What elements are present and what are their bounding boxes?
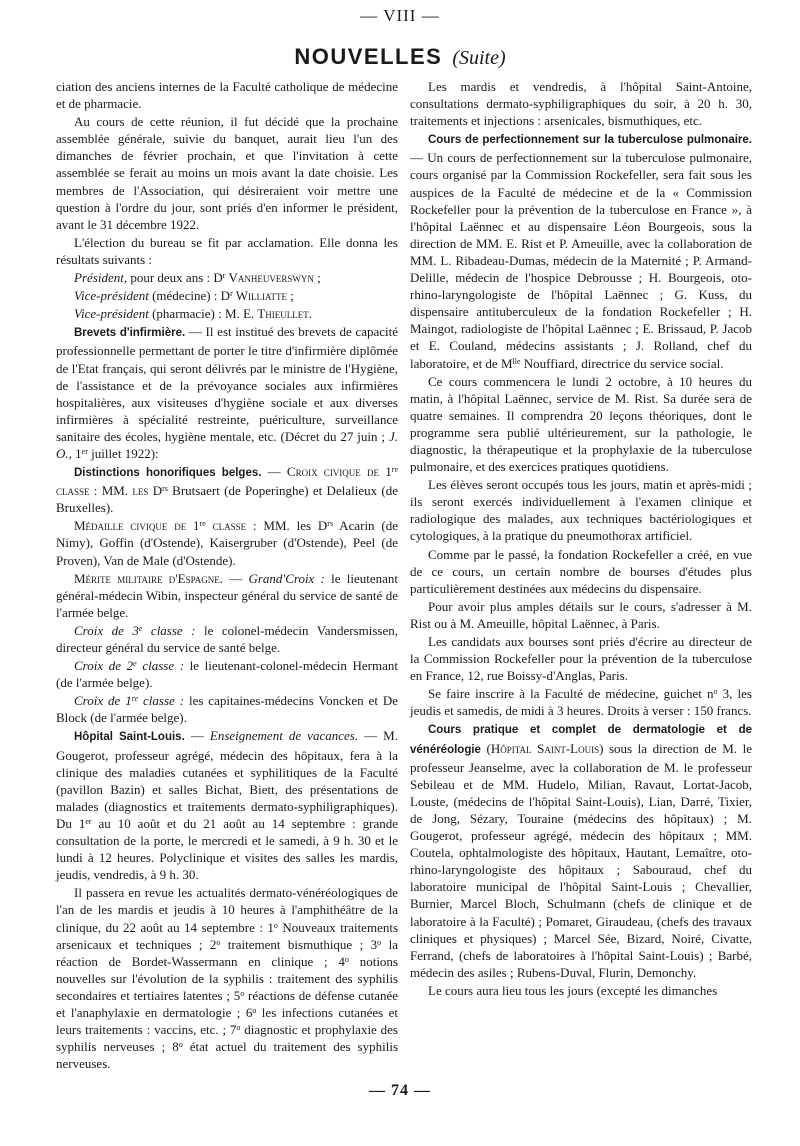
superscript: r: [230, 289, 233, 299]
paragraph-text: Nouveaux traitements arsenicaux et techniques ; 2: [56, 919, 399, 952]
paragraph-text: Il passera en revue les actualités dermato-vénéréologiques de l'an de les mardis et jeudis à 10 heures à l'amphithéâtre de la clinique, du 22 août au 14 septembre : 1: [56, 885, 398, 935]
medaille-paragraph: [56, 517, 398, 568]
paragraph-text: Mérite militaire d'Espagne.: [74, 570, 223, 586]
paragraph-text: état actuel du traitement des syphilis nerveuses.: [56, 1039, 399, 1072]
distinctions-paragraph: [56, 463, 398, 516]
paragraph-text: —: [184, 728, 210, 744]
croix2-paragraph: [56, 657, 398, 691]
superscript: er: [85, 816, 92, 826]
paragraph: Les mardis et vendredis, à l'hôpital Saint-Antoine, consultations dermato-syphiligraphiques du soir, à 20 h. 30, traitements et injections : arsenicales, bismuthiques, etc.: [410, 79, 752, 129]
paragraph-text: diagnostic et prophylaxie des syphilis nerveuses ; 8: [56, 1022, 398, 1055]
paragraph: ciation des anciens internes de la Faculté catholique de médecine et de pharmacie.: [56, 79, 398, 112]
paragraph: Comme par le passé, la fondation Rockefeller a créé, en vue de ce cours, un certain nombre de bourses d'études plus particulièrement destinées aux médecins du dispensaire.: [410, 546, 752, 596]
inscription-paragraph: [410, 685, 752, 719]
paragraph-text: Se faire inscrire à la Faculté de médecine, guichet n: [428, 686, 714, 702]
croix3-paragraph: [56, 622, 398, 656]
paragraph-text: classe :: [142, 622, 196, 638]
officer-text: (médecine) : D: [148, 288, 231, 304]
paragraph-text: Croix de 1: [74, 693, 132, 709]
superscript: o: [178, 1040, 183, 1050]
item-heading: Brevets d'infirmière.: [74, 327, 186, 340]
paragraph-text: MM. les D: [263, 518, 328, 534]
dermatologie-paragraph: [410, 720, 752, 980]
paragraph: Les candidats aux bourses sont priés d'écrire au directeur de la Commission Rockefeller pour la prévention de la tuberculose en France, 12, rue Boissy-d'Anglas, Paris.: [410, 634, 752, 684]
paragraph-text: traitement bismuthique ; 3: [220, 936, 378, 952]
paragraph-text: Acarin (de Nimy), Goffin (d'Ostende), Kaisergruber (d'Ostende), Peel (de Proven), Van de Male (d'Ostende).: [56, 518, 398, 568]
paragraph-text: ) sous la direction de M. le professeur Jeanselme, avec la collaboration de M. le professeur Sebileau et de MM. Hudelo, Milian, Ravaut, Lortat-Jacob, Louste, (médecins de l'hôpital Saint-Louis), Lian, Darré, Tixier, de Jong, Sézary, Touraine (médecins des hôpitaux) ; M. Gougerot, professeur agrégé, médecin des hôpitaux ; MM. Coutela, ophtalmologiste des hôpitaux, Hautant, Lemaître, oto-rhino-laryngologiste des hôpitaux ; Sabouraud, chef du laboratoire municipal de l'hôpital Saint-Louis ; Chevallier, Burnier, Marcel Bloch, Schulmann (chefs de clinique et de laboratoire à la Faculté) ; Pomaret, Giraudeau, (chefs des travaux cliniques et physiques) ; Marcel Sée, Bizard, Noiré, Civatte, Ferrand, (chefs de laboratoires à l'hôpital Saint-Louis) ; Barbé, médecin des asiles ; Rubens-Duval, Flurin, Demonchy.: [410, 740, 752, 980]
officer-president: [56, 269, 398, 286]
page-number: — 74 —: [369, 1082, 431, 1099]
superscript: e: [138, 623, 143, 633]
paragraph: Le cours aura lieu tous les jours (excepté les dimanches: [428, 982, 718, 998]
superscript: er: [81, 446, 88, 456]
merite-paragraph: [56, 570, 398, 621]
paragraph-text: au 10 août et du 21 août au 14 septembre : grande consultation de la porte, le mercredi et le samedi, à 9 h. 30 et le lundi à 12 heures. Polyclinique et visites des salles les mardis, jeudis, vendredis, à 9 h. 30.: [56, 815, 399, 883]
item-heading: Cours de perfectionnement sur la tuberculose pulmonaire.: [428, 134, 752, 147]
officer-role: Vice-président: [74, 306, 149, 322]
item-heading: Hôpital Saint-Louis.: [74, 731, 185, 744]
superscript: re: [391, 465, 398, 475]
superscript: e: [133, 659, 137, 669]
superscript: o: [713, 687, 718, 697]
superscript: rs: [162, 484, 168, 494]
paragraph-text: 1: [71, 445, 82, 461]
paragraph-text: —: [223, 570, 249, 586]
section-title: NOUVELLES: [294, 44, 443, 69]
paragraph: Pour avoir plus amples détails sur le cours, s'adresser à M. Rist ou à M. Ameuille, hôpital Laënnec, à Paris.: [410, 598, 752, 631]
brevets-paragraph: [56, 323, 398, 462]
paragraph-text: la réaction de Bordet-Wassermann en clinique ; 4: [56, 936, 398, 969]
paragraph-text: le lieutenant-colonel-médecin Hermant (de l'armée belge).: [56, 658, 398, 691]
item-heading: Distinctions honorifiques belges.: [74, 467, 262, 480]
superscript: rs: [327, 519, 334, 529]
officer-name: Vanheuverswyn ;: [225, 270, 321, 286]
tuberculose-paragraph: [410, 130, 752, 371]
paragraph-text: Grand'Croix :: [248, 570, 325, 586]
officer-name: E. Thieullet.: [243, 306, 312, 322]
paragraph-text: les infections cutanées et leurs traitements : vaccins, etc. ; 7: [56, 1004, 398, 1038]
superscript: re: [131, 694, 139, 704]
paragraph-text: le lieutenant général-médecin Wibin, inspecteur général du service de santé de l'armée belge.: [56, 570, 398, 620]
croix1-paragraph: [56, 692, 398, 726]
paragraph: L'élection du bureau se fit par acclamation. Elle donna les résultats suivants :: [56, 234, 398, 267]
superscript: o: [252, 1005, 257, 1015]
paragraph-text: Croix de 2: [74, 658, 134, 674]
paragraph-text: classe :: [138, 693, 185, 709]
saint-louis-paragraph: [56, 727, 398, 883]
superscript: re: [199, 519, 206, 529]
paragraph-text: juillet 1922):: [87, 445, 159, 461]
paragraph-text: Hôpital Saint-Louis: [490, 740, 600, 756]
right-column: [410, 78, 752, 999]
paragraph-text: Brutsaert (de Poperinghe) et Delalieux (de Bruxelles).: [56, 483, 398, 516]
paragraph-text: — Croix civique de 1: [261, 464, 392, 480]
officer-role: Président,: [74, 270, 128, 286]
paragraph: Les élèves seront occupés tous les jours, matin et après-midi ; ils seront exercés individuellement à l'examen clinique et radiologique des malades, aux techniques bactériologiques et cytologiques, à la pratique du pneumothorax artificiel.: [410, 477, 752, 544]
paragraph-text: — Un cours de perfectionnement sur la tuberculose pulmonaire, cours organisé par la Commission Rockefeller, sera fait sous les auspices de la Faculté de médecine et de la « Commission Rockefeller pour la prévention de la tuberculose en France », à l'hôpital Laënnec et au dispensaire Léon Bourgeois, sous la direction de MM. E. Rist et P. Ameuille, avec la collaboration de MM. L. Ribadeau-Dumas, médecin de la Maternité ; P. Armand-Delille, médecin de l'hospice Debrousse ; H. Bourgeois, oto-rhino-laryngologiste de l'hôpital Laënnec ; G. Kuss, du dispensaire antituberculeux de la fondation Rockefeller ; H. Maingot, radiologiste de l'hôpital Laënnec ; E. Brissaud, P. Jacob et E. Couland, médecins assistants ; J. Rolland, chef du laboratoire, et de M: [410, 150, 752, 371]
left-column: [56, 78, 398, 1072]
paragraph-text: classe :: [205, 518, 264, 534]
section-suite: (Suite): [452, 47, 506, 69]
section-header: [0, 44, 800, 70]
superscript: o: [240, 988, 245, 998]
paragraph-text: classe :: [136, 658, 185, 674]
paragraph-text: (: [480, 740, 491, 756]
paragraph-text: — Il est institué des brevets de capacité professionnelle permettant de porter le titre d'infirmière diplômée de l'Etat français, qui seront délivrés par le ministre de l'Hygiène, de l'assistance et de la prévoyance sociales aux infirmières hospitalières, aux visiteuses d'hygiène sociale et aux diverses infirmières à spécialité restreinte, puériculture, surveillance sanitaire des écoles, hygiène mentale, etc. (Décret du 27 juin ;: [56, 324, 399, 444]
superscript: r: [222, 271, 226, 281]
paragraph: Ce cours commencera le lundi 2 octobre, à 10 heures du matin, à l'hôpital Laënnec, service de M. Rist. Sa durée sera de quatre semaines. Il comprendra 20 leçons théoriques, dont le programme sera publié ultérieurement, sur la pathologie, le diagnostic, la thérapeutique et la prophylaxie de la tuberculose pulmonaire, et des exercices pratiques quotidiens.: [410, 373, 752, 475]
paragraph-text: 3, les jeudis et samedis, de midi à 3 heures. Droits à verser : 150 francs.: [410, 686, 752, 719]
superscript: o: [344, 954, 349, 964]
item-heading: Cours pratique et complet de dermatologie et de vénéréologie: [410, 724, 752, 756]
paragraph-text: Croix de 3: [74, 622, 139, 638]
passera-paragraph: [56, 884, 398, 1072]
officer-vp-medecine: [56, 287, 398, 304]
paragraph-text: classe : MM. les D: [56, 483, 163, 499]
roman-page-number: — VIII —: [360, 6, 440, 25]
officer-name: Williatte ;: [232, 288, 294, 304]
officer-role: Vice-président: [74, 288, 149, 304]
superscript: o: [377, 937, 382, 947]
paragraph-text: les capitaines-médecins Voncken et De Block (de l'armée belge).: [56, 693, 398, 726]
superscript: o: [216, 937, 221, 947]
paragraph-text: Enseignement de vacances.: [209, 728, 359, 744]
paragraph: Au cours de cette réunion, il fut décidé que la prochaine assemblée générale, suivie du banquet, aurait lieu l'un des dimanches de février prochain, et que l'invitation à cette assemblée se ferait au moins un mois avant la date choisie. Les membres de l'Association, qui désireraient voir mettre une question à l'ordre du jour, sont priés d'en informer le président, avant le 31 décembre 1922.: [56, 114, 398, 232]
officer-text: (pharmacie) : M.: [148, 306, 244, 322]
paragraph-text: réactions de défense cutanée et l'anaphylaxie en dermatologie ; 6: [56, 987, 399, 1020]
paragraph-text: — M. Gougerot, professeur agrégé, médecin des hôpitaux, fera à la clinique des maladies cutanées et syphilitiques de la Faculté (pavillon Bazin) et salles Bichat, Biett, des présentations de malades (diagnostics et traitements dermato-syphiligraphiques). Du 1: [56, 728, 398, 831]
officer-text: pour deux ans : D: [127, 270, 223, 286]
officer-vp-pharmacie: [56, 305, 398, 322]
paragraph-text: Médaille civique de 1: [74, 518, 200, 534]
superscript: o: [273, 920, 278, 930]
superscript: o: [236, 1023, 241, 1033]
paragraph-text: le colonel-médecin Vandersmissen, directeur général du service de santé belge.: [56, 622, 398, 655]
superscript: lle: [512, 356, 521, 366]
journal-ref: J. O.,: [56, 428, 398, 461]
paragraph-text: notions nouvelles sur l'évolution de la syphilis : traitement des syphilis secondaires et tertiaires latentes ; 5: [56, 953, 398, 1003]
paragraph-text: Nouffiard, directrice du service social.: [520, 355, 724, 371]
